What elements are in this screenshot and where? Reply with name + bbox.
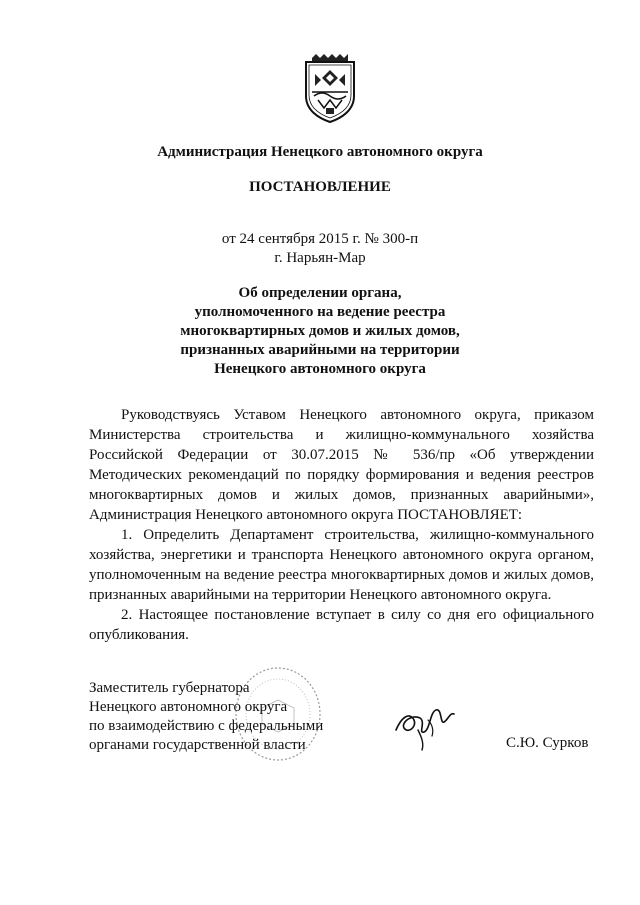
item-1-paragraph: 1. Определить Департамент строительства, жилищно-коммунального хозяйства, энергетики и транспорта Ненецкого автономного округа органом, уполномоченным на ведение реестра многоквартирных домов и жилых домов, признанных аварийными на территории Ненецкого автономного округа.	[89, 527, 594, 603]
document-place: г. Нарьян-Мар	[274, 250, 366, 266]
signatory-position	[89, 679, 349, 755]
organization-name: Администрация Ненецкого автономного округа	[157, 144, 483, 160]
signer-name: С.Ю. Сурков	[506, 735, 589, 751]
title-line: уполномоченного на ведение реестра	[194, 304, 446, 320]
coat-of-arms-icon	[300, 52, 360, 126]
title-line: многоквартирных домов и жилых домов,	[180, 323, 460, 339]
title-line: Ненецкого автономного округа	[214, 361, 426, 377]
position-line: по взаимодействию с федеральными	[89, 718, 324, 734]
document-body	[89, 405, 594, 645]
position-line: Ненецкого автономного округа	[89, 699, 288, 715]
document-date-number: от 24 сентября 2015 г. № 300-п	[221, 231, 419, 247]
position-line: органами государственной власти	[89, 737, 306, 753]
document-type: ПОСТАНОВЛЕНИЕ	[249, 179, 391, 195]
title-line: признанных аварийными на территории	[180, 342, 460, 358]
title-line: Об определении органа,	[238, 285, 402, 301]
document-title	[0, 284, 640, 379]
item-2-paragraph: 2. Настоящее постановление вступает в силу со дня его официального опубликования.	[89, 607, 594, 643]
preamble-paragraph: Руководствуясь Уставом Ненецкого автономного округа, приказом Министерства строительства и жилищно-коммунального хозяйства Российской Федерации от 30.07.2015 № 536/пр «Об утверждении Методических рекомендаций по порядку формирования и ведения реестров многоквартирных домов и жилых домов, признанных аварийными», Администрация Ненецкого автономного округа ПОСТАНОВЛЯЕТ:	[89, 407, 594, 523]
handwritten-signature-icon	[392, 700, 458, 752]
position-line: Заместитель губернатора	[89, 680, 250, 696]
